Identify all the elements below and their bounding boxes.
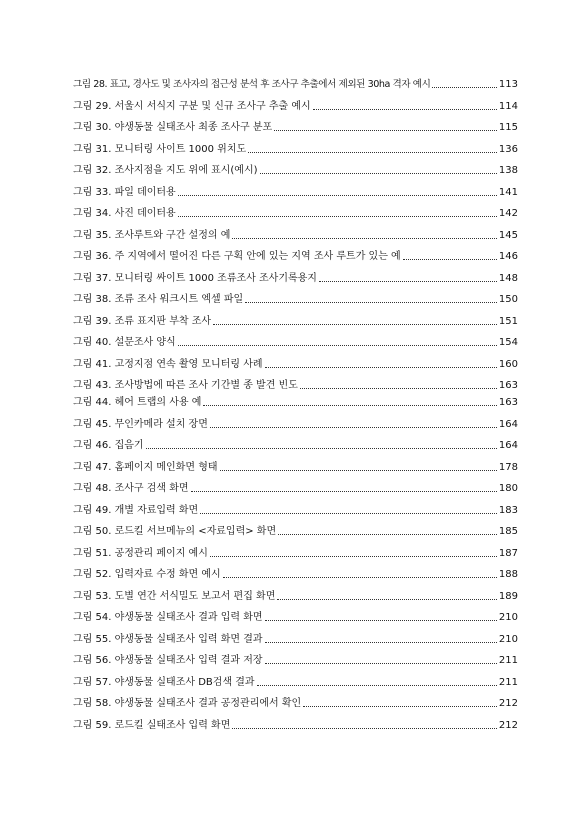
- entry-page-number: 154: [498, 337, 518, 348]
- entry-label: 그림 44. 헤어 트랩의 사용 예: [73, 397, 202, 408]
- toc-entry[interactable]: [73, 675, 518, 689]
- dot-leader: [265, 620, 497, 621]
- dot-leader: [232, 238, 497, 239]
- entry-page-number: 114: [498, 100, 518, 112]
- dot-leader: [191, 491, 497, 492]
- dot-leader: [248, 152, 497, 153]
- dot-leader: [232, 728, 497, 729]
- entry-page-number: 160: [498, 358, 518, 370]
- entry-page-number: 148: [498, 272, 518, 284]
- dot-leader: [319, 281, 497, 282]
- dot-leader: [432, 87, 496, 88]
- entry-page-number: 210: [498, 612, 518, 623]
- entry-page-number: 138: [498, 165, 518, 176]
- toc-entry[interactable]: [73, 357, 518, 371]
- toc-entry[interactable]: [73, 567, 518, 581]
- toc-entry[interactable]: [73, 610, 518, 624]
- dot-leader: [178, 216, 497, 217]
- entry-page-number: 151: [498, 315, 518, 327]
- entry-label: 그림 58. 야생동물 실태조사 결과 공정관리에서 확인: [73, 698, 302, 709]
- dot-leader: [178, 195, 497, 196]
- toc-entry[interactable]: [73, 335, 518, 349]
- entry-page-number: 164: [498, 418, 518, 430]
- dot-leader: [265, 663, 497, 664]
- dot-leader: [257, 685, 497, 686]
- toc-entry[interactable]: [73, 632, 518, 646]
- entry-label: 그림 55. 야생동물 실태조사 입력 화면 결과: [73, 633, 263, 645]
- entry-page-number: 188: [498, 569, 518, 580]
- dot-leader: [277, 599, 497, 600]
- dot-leader: [274, 130, 497, 131]
- entry-label: 그림 32. 조사지점을 지도 위에 표시(예시): [73, 165, 258, 176]
- toc-entry[interactable]: [73, 271, 518, 285]
- entry-page-number: 212: [498, 719, 518, 731]
- entry-label: 그림 50. 로드킬 서브메뉴의 <자료입력> 화면: [73, 526, 277, 537]
- dot-leader: [210, 556, 497, 557]
- entry-label: 그림 57. 야생동물 실태조사 DB검색 결과: [73, 676, 255, 688]
- entry-page-number: 115: [498, 122, 518, 133]
- entry-page-number: 164: [498, 440, 518, 451]
- entry-label: 그림 47. 홈페이지 메인화면 형태: [73, 461, 218, 473]
- toc-entry[interactable]: [73, 142, 518, 156]
- toc-entry[interactable]: [73, 314, 518, 328]
- toc-entry[interactable]: [73, 718, 518, 732]
- entry-page-number: 183: [498, 504, 518, 516]
- dot-leader: [260, 173, 497, 174]
- toc-entry[interactable]: [73, 292, 518, 306]
- toc-entry[interactable]: [73, 206, 518, 220]
- toc-entry[interactable]: [73, 589, 518, 603]
- entry-page-number: 145: [498, 229, 518, 241]
- entry-page-number: 180: [498, 483, 518, 494]
- dot-leader: [265, 367, 497, 368]
- dot-leader: [313, 109, 497, 110]
- entry-label: 그림 35. 조사루트와 구간 설정의 예: [73, 229, 231, 241]
- entry-label: 그림 31. 모니터링 사이트 1000 위치도: [73, 143, 247, 155]
- entry-label: 그림 48. 조사구 검색 화면: [73, 483, 189, 494]
- dot-leader: [245, 302, 497, 303]
- entry-label: 그림 41. 고정지점 연속 촬영 모니터링 사례: [73, 358, 263, 370]
- entry-label: 그림 34. 사진 데이터용: [73, 208, 176, 219]
- entry-page-number: 185: [498, 526, 518, 537]
- toc-entry[interactable]: [73, 524, 518, 538]
- toc-entry[interactable]: [73, 77, 518, 91]
- dot-leader: [213, 324, 497, 325]
- toc-entry[interactable]: [73, 249, 518, 263]
- toc-entry[interactable]: [73, 481, 518, 495]
- dot-leader: [220, 470, 497, 471]
- entry-label: 그림 59. 로드킬 실태조사 입력 화면: [73, 719, 231, 731]
- entry-label: 그림 49. 개별 자료입력 화면: [73, 504, 199, 516]
- toc-entry[interactable]: [73, 438, 518, 452]
- entry-label: 그림 29. 서울시 서식지 구분 및 신규 조사구 추출 예시: [73, 100, 311, 112]
- dot-leader: [178, 345, 497, 346]
- toc-entry[interactable]: [73, 653, 518, 667]
- entry-label: 그림 30. 야생동물 실태조사 최종 조사구 분포: [73, 122, 273, 133]
- dot-leader: [203, 405, 497, 406]
- entry-page-number: 210: [498, 633, 518, 645]
- dot-leader: [223, 577, 497, 578]
- toc-entry[interactable]: [73, 417, 518, 431]
- entry-page-number: 142: [498, 208, 518, 219]
- entry-label: 그림 52. 입력자료 수정 화면 예시: [73, 569, 221, 580]
- entry-label: 그림 33. 파일 데이터용: [73, 186, 176, 198]
- entry-label: 그림 54. 야생동물 실태조사 결과 입력 화면: [73, 612, 263, 623]
- entry-page-number: 178: [498, 461, 518, 473]
- toc-entry[interactable]: [73, 163, 518, 177]
- toc-entry[interactable]: [73, 228, 518, 242]
- toc-entry[interactable]: [73, 99, 518, 113]
- entry-page-number: 189: [498, 590, 518, 602]
- entry-label: 그림 36. 주 지역에서 떨어진 다른 구획 안에 있는 지역 조사 루트가 있는 예: [73, 251, 401, 262]
- dot-leader: [300, 388, 497, 389]
- dot-leader: [146, 448, 497, 449]
- toc-entry[interactable]: [73, 460, 518, 474]
- entry-label: 그림 45. 무인카메라 설치 장면: [73, 418, 208, 430]
- dot-leader: [303, 706, 497, 707]
- entry-label: 그림 39. 조류 표지판 부착 조사: [73, 315, 212, 327]
- entry-page-number: 150: [498, 294, 518, 305]
- toc-entry[interactable]: [73, 378, 518, 392]
- toc-entry[interactable]: [73, 185, 518, 199]
- dot-leader: [278, 534, 497, 535]
- entry-page-number: 146: [498, 251, 518, 262]
- dot-leader: [200, 513, 497, 514]
- entry-page-number: 211: [498, 655, 518, 666]
- entry-page-number: 163: [498, 380, 518, 391]
- entry-page-number: 163: [498, 397, 518, 408]
- entry-page-number: 211: [498, 676, 518, 688]
- entry-page-number: 113: [498, 79, 518, 90]
- entry-label: 그림 37. 모니터링 싸이트 1000 조류조사 조사기록용지: [73, 272, 317, 284]
- toc-entry[interactable]: [73, 546, 518, 560]
- toc-entry[interactable]: [73, 503, 518, 517]
- entry-label: 그림 53. 도별 연간 서식밀도 보고서 편집 화면: [73, 590, 276, 602]
- entry-label: 그림 56. 야생동물 실태조사 입력 결과 저장: [73, 655, 263, 666]
- entry-page-number: 212: [498, 698, 518, 709]
- toc-entry[interactable]: [73, 395, 518, 409]
- entry-label: 그림 38. 조류 조사 워크시트 엑셀 파일: [73, 294, 244, 305]
- dot-leader: [265, 642, 497, 643]
- dot-leader: [403, 259, 497, 260]
- entry-label: 그림 51. 공정관리 페이지 예시: [73, 547, 208, 559]
- toc-entry[interactable]: [73, 120, 518, 134]
- toc-entry[interactable]: [73, 696, 518, 710]
- dot-leader: [210, 427, 497, 428]
- entry-label: 그림 46. 집음기: [73, 440, 144, 451]
- entry-label: 그림 28. 표고, 경사도 및 조사자의 접근성 분석 후 조사구 추출에서 제외된 30ha 격자 예시: [73, 79, 431, 90]
- entry-label: 그림 43. 조사방법에 따른 조사 기간별 종 발견 빈도: [73, 380, 298, 391]
- entry-page-number: 187: [498, 547, 518, 559]
- entry-label: 그림 40. 설문조사 양식: [73, 337, 176, 348]
- entry-page-number: 136: [498, 143, 518, 155]
- entry-page-number: 141: [498, 186, 518, 198]
